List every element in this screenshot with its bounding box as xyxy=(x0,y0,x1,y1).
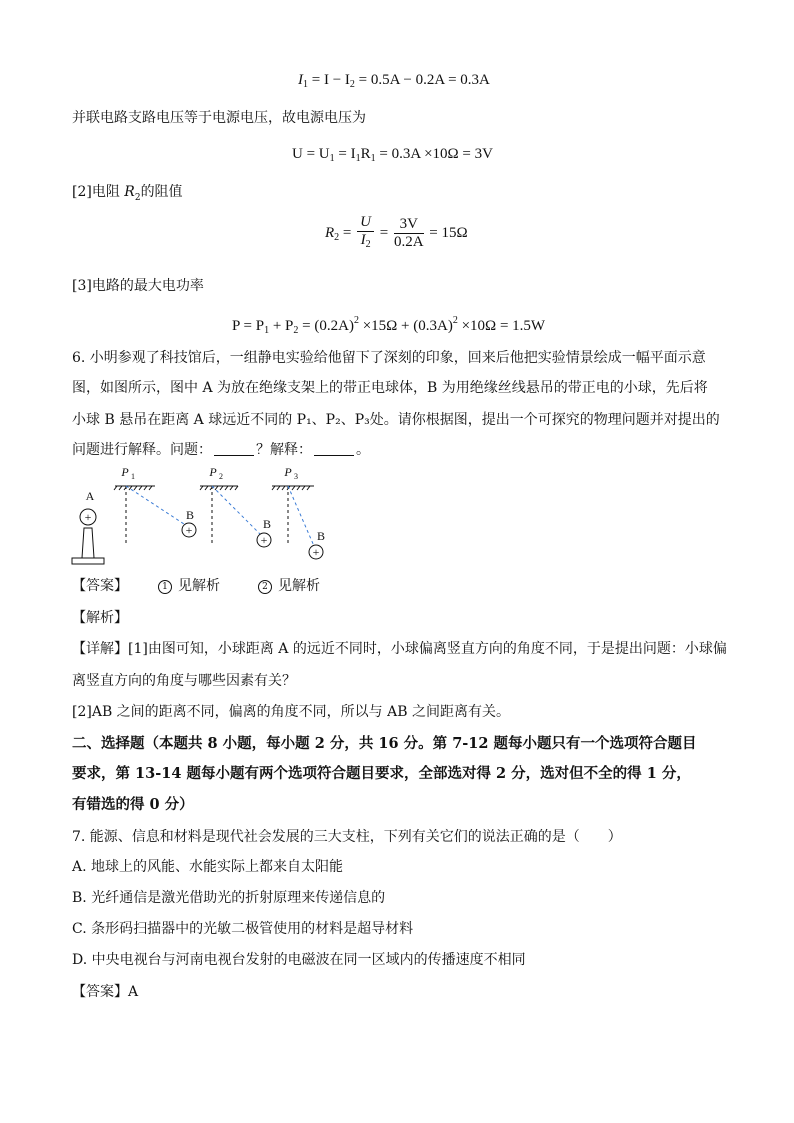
label-p1-sub: 1 xyxy=(131,472,135,481)
electrostatic-figure xyxy=(70,462,340,566)
eq-part: P = P xyxy=(232,318,265,334)
eq-part: = 15Ω xyxy=(425,224,468,241)
equation-resistance xyxy=(325,214,468,253)
frac-num: 3V xyxy=(394,216,424,234)
answer-blank xyxy=(314,441,354,456)
eq-sub: 1 xyxy=(329,153,335,164)
hatch-p3 xyxy=(272,486,310,490)
hatch-p1 xyxy=(114,486,152,490)
text-part: R xyxy=(124,184,135,200)
circled-number: 1 xyxy=(158,580,172,594)
label-p1: P xyxy=(121,465,129,479)
label-b: B xyxy=(316,529,326,543)
plus-sign: + xyxy=(312,545,320,559)
thread-p2 xyxy=(212,486,260,534)
thread-p1 xyxy=(126,486,184,524)
section-heading: 有错选的得 0 分） xyxy=(72,796,194,813)
label-b: B xyxy=(185,508,195,522)
label-p2-sub: 2 xyxy=(219,472,223,481)
eq-part: U = U xyxy=(292,146,330,162)
text-sub: 2 xyxy=(134,192,141,203)
frac-num: U xyxy=(360,214,371,230)
text-part: 的阻值 xyxy=(140,184,183,200)
answer-6 xyxy=(72,576,320,596)
question-6-line: 6. 小明参观了科技馆后，一组静电实验给他留下了深刻的印象，回来后他把实验情景绘成一幅平面示意 xyxy=(72,350,706,366)
answer-value: A xyxy=(128,984,139,1000)
eq-sup: 2 xyxy=(452,315,458,326)
text-part: 。 xyxy=(356,442,370,458)
question-6-line: 图，如图所示，图中 A 为放在绝缘支架上的带正电球体，B 为用绝缘丝线悬吊的带正电的小球，先后将 xyxy=(72,380,708,396)
label-p3-sub: 3 xyxy=(294,472,298,481)
answer-tag: 【答案】 xyxy=(72,984,128,1000)
text-paragraph: 并联电路支路电压等于电源电压，故电源电压为 xyxy=(72,110,366,126)
label-a: A xyxy=(85,489,95,503)
plus-sign: + xyxy=(260,533,268,547)
text-part: [2]电阻 xyxy=(72,184,125,200)
option-d: D. 中央电视台与河南电视台发射的电磁波在同一区域内的传播速度不相同 xyxy=(72,952,526,968)
answer-tag: 【答案】 xyxy=(72,578,128,594)
section-heading: 要求，第 13-14 题每小题有两个选项符合题目要求，全部选对得 2 分，选对但不全的得 1 分， xyxy=(72,765,691,782)
eq-sub: 2 xyxy=(365,239,371,250)
plus-sign: + xyxy=(185,523,193,537)
answer-text: 见解析 xyxy=(178,578,220,594)
eq-sup: 2 xyxy=(353,315,359,326)
answer-blank xyxy=(214,441,254,456)
eq-part: = (0.2A) xyxy=(298,318,354,334)
fraction xyxy=(394,216,424,251)
eq-sub: 1 xyxy=(303,79,308,90)
detail-line: 离竖直方向的角度与哪些因素有关？ xyxy=(72,673,296,689)
eq-part: + P xyxy=(269,318,294,334)
eq-part: = 0.5A − 0.2A = 0.3A xyxy=(354,72,490,88)
label-p2: P xyxy=(209,465,217,479)
option-a: A. 地球上的风能、水能实际上都来自太阳能 xyxy=(72,859,344,875)
eq-sub: 1 xyxy=(370,153,376,164)
option-b: B. 光纤通信是激光借助光的折射原理来传递信息的 xyxy=(72,890,386,906)
detail-line: 【详解】[1]由图可知，小球距离 A 的远近不同时，小球偏离竖直方向的角度不同，于是提出问题：小球偏 xyxy=(72,641,727,657)
question-6-line: 小球 B 悬吊在距离 A 球远近不同的 P₁、P₂、P₃处。请你根据图，提出一个可探究的物理问题并对提出的 xyxy=(72,412,720,428)
text-paragraph: [3]电路的最大电功率 xyxy=(72,278,204,294)
stand-base xyxy=(72,558,104,564)
text-part: 问题进行解释。问题： xyxy=(72,442,212,458)
question-6-line xyxy=(72,440,370,460)
eq-part: R xyxy=(360,146,371,162)
eq-part: = xyxy=(379,224,389,241)
section-heading: 二、选择题（本题共 8 小题，每小题 2 分，共 16 分。第 7-12 题每小题只有一个选项符合题目 xyxy=(72,735,697,752)
text-paragraph xyxy=(72,182,183,208)
eq-part: ×15Ω + (0.3A) xyxy=(358,318,453,334)
frac-den: I xyxy=(360,232,366,248)
label-p3: P xyxy=(284,465,292,479)
eq-part: ×10Ω = 1.5W xyxy=(457,318,546,334)
fraction xyxy=(357,214,374,253)
circled-number: 2 xyxy=(258,580,272,594)
eq-sub: 2 xyxy=(334,231,340,243)
hatch-p2 xyxy=(200,486,238,490)
eq-part: = I − I xyxy=(308,72,350,88)
answer-7 xyxy=(72,982,138,1002)
equation-current xyxy=(298,70,490,95)
eq-sub: 2 xyxy=(293,325,299,336)
detail-line: [2]AB 之间的距离不同，偏离的角度不同，所以与 AB 之间距离有关。 xyxy=(72,704,510,720)
eq-sub: 1 xyxy=(264,325,270,336)
eq-symbol: R xyxy=(325,224,335,241)
plus-sign: + xyxy=(84,510,92,524)
eq-part: = xyxy=(339,224,356,241)
stand-column xyxy=(82,528,94,558)
eq-part: = I xyxy=(334,146,356,162)
answer-text: 见解析 xyxy=(278,578,320,594)
eq-part: = 0.3A ×10Ω = 3V xyxy=(375,146,493,162)
eq-sub: 1 xyxy=(355,153,361,164)
question-7-stem: 7. 能源、信息和材料是现代社会发展的三大支柱，下列有关它们的说法正确的是（ ） xyxy=(72,829,622,845)
thread-p3 xyxy=(288,486,314,546)
analysis-tag: 【解析】 xyxy=(72,610,128,626)
eq-sub: 2 xyxy=(349,79,355,90)
label-b: B xyxy=(262,517,272,531)
option-c: C. 条形码扫描器中的光敏二极管使用的材料是超导材料 xyxy=(72,921,414,937)
equation-voltage xyxy=(292,144,493,169)
equation-power xyxy=(232,311,545,341)
text-part: ？解释： xyxy=(256,442,312,458)
eq-symbol: I xyxy=(298,72,303,88)
frac-den: 0.2A xyxy=(393,234,424,250)
